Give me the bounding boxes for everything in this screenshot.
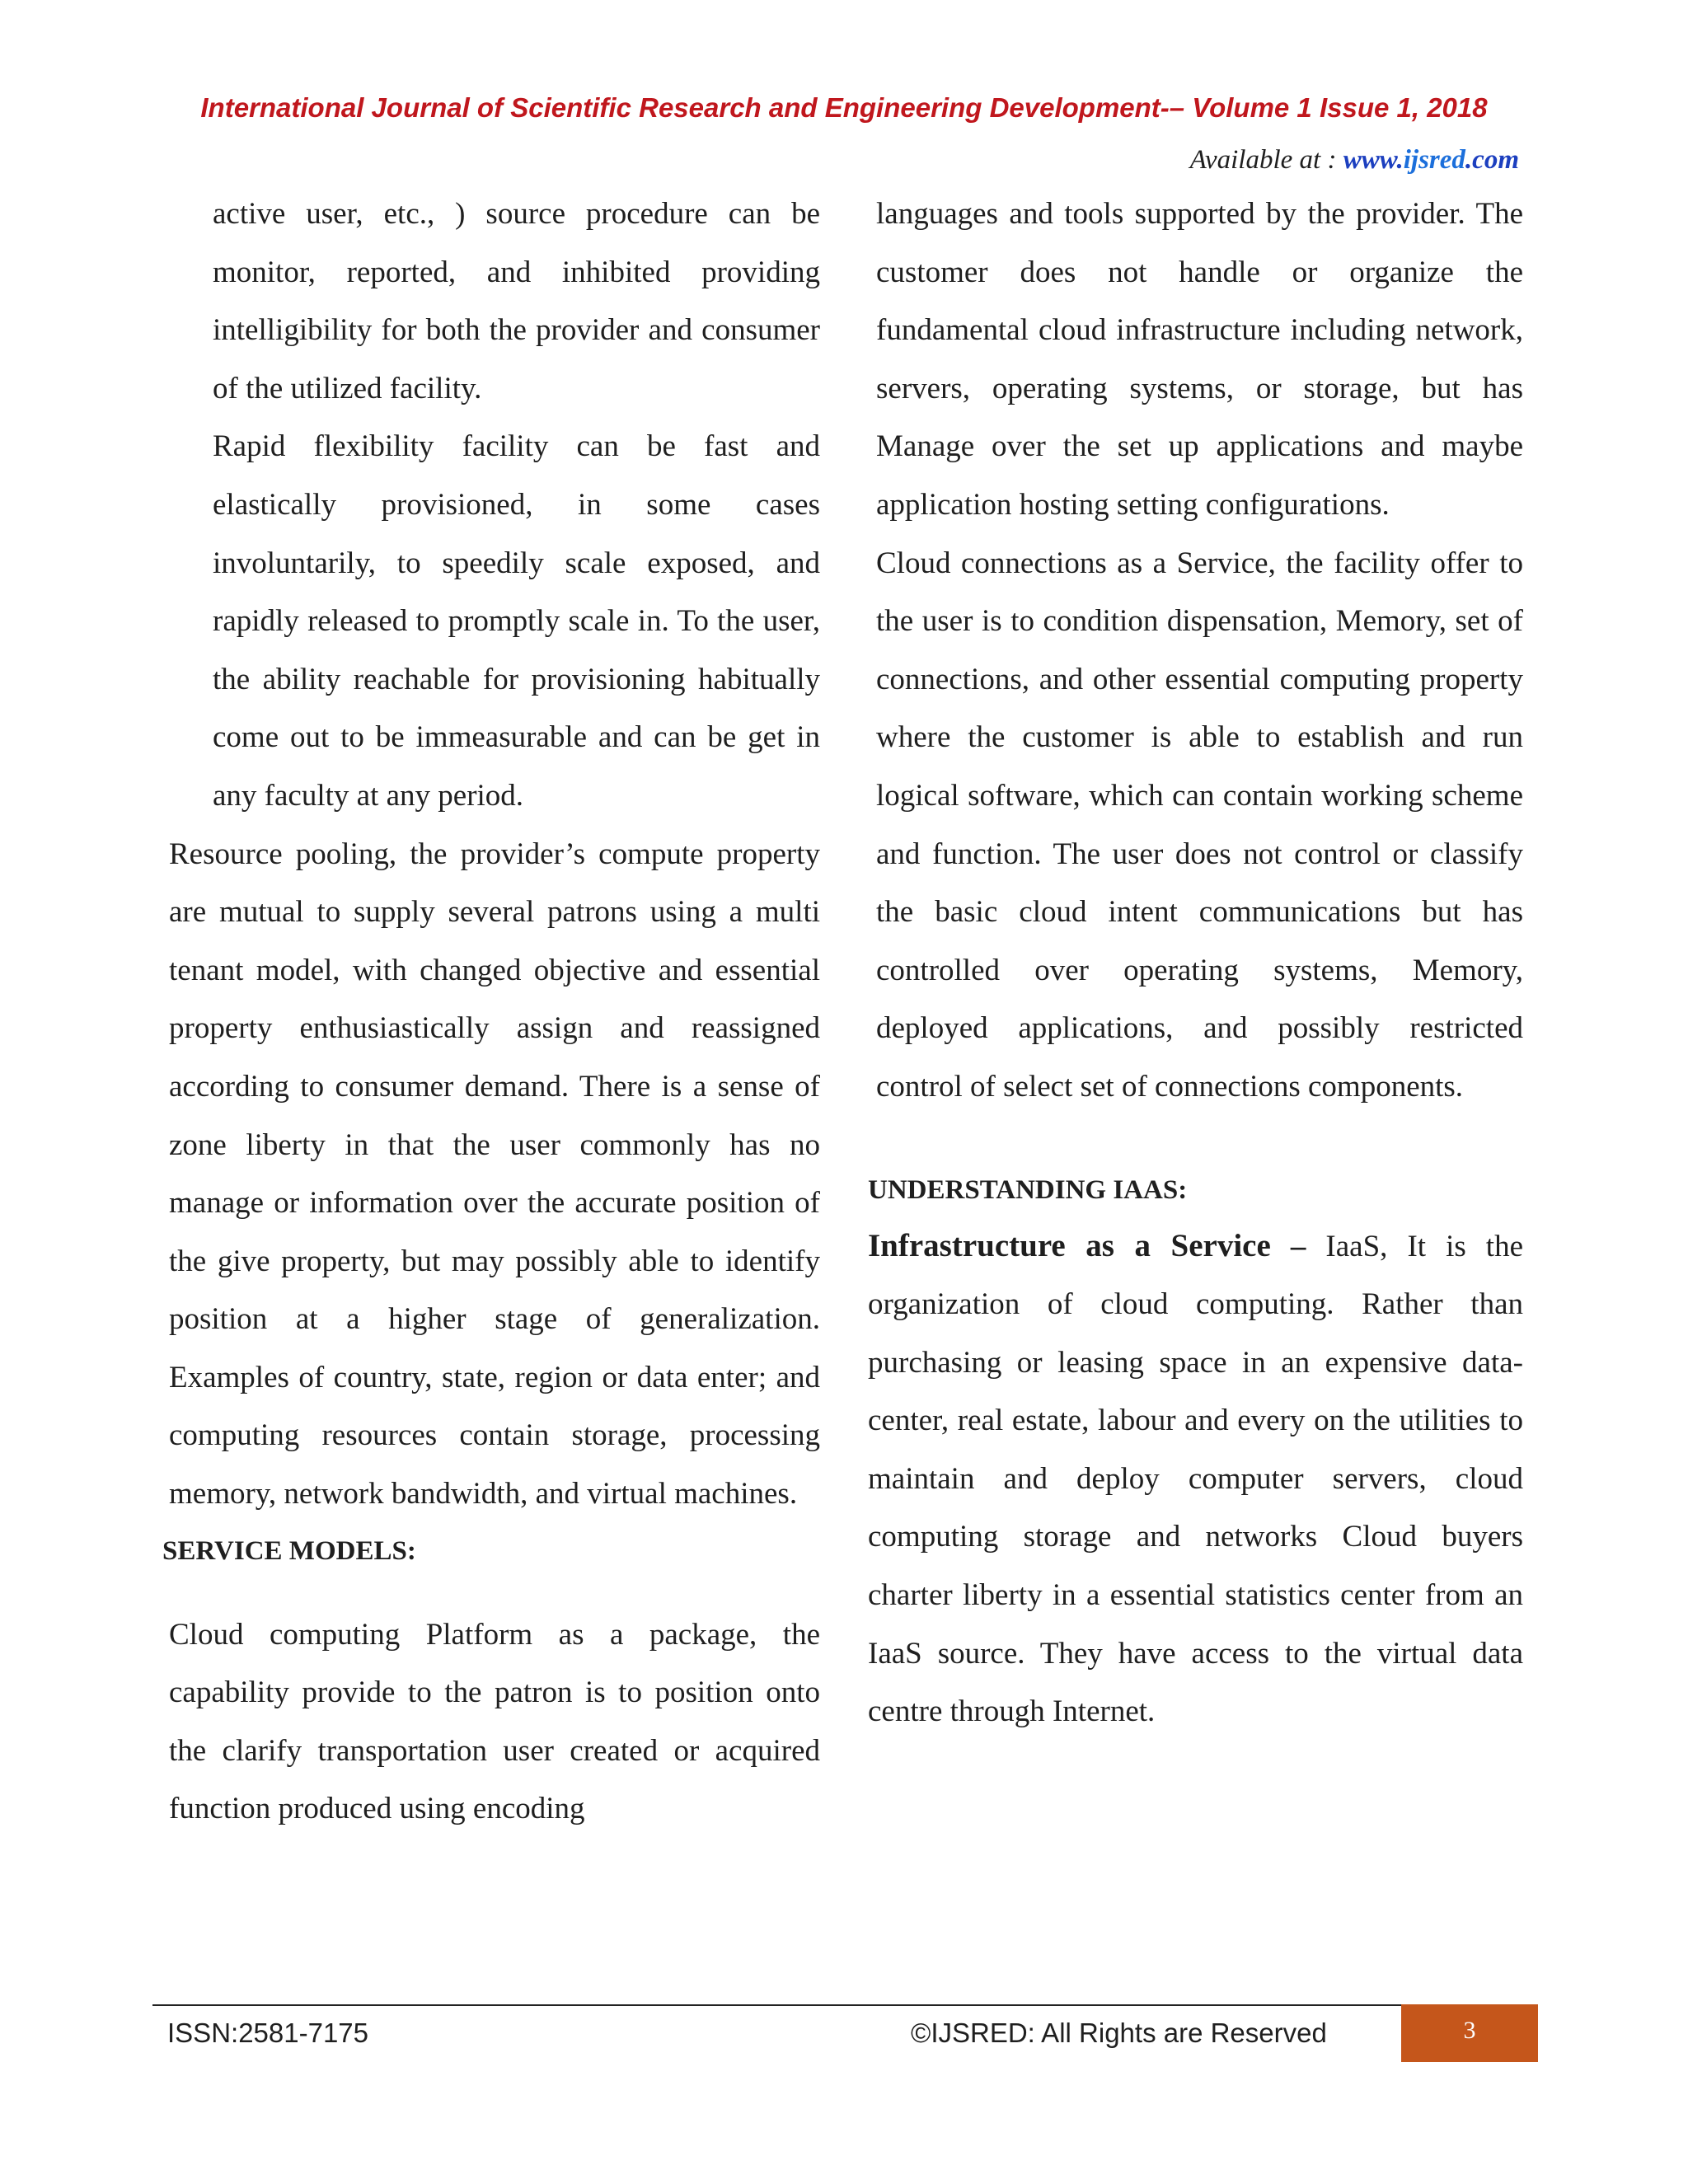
footer-copyright: ©IJSRED: All Rights are Reserved — [911, 2018, 1327, 2048]
left-paragraph-3: Resource pooling, the provider’s compute property are mutual to supply several patrons using a multi tenant model, with changed objective and essential property enthusiastically assign and reassigned according to consumer demand. There is a sense of zone liberty in that the user commonly has no manage or information over the accurate position of the give property, but may possibly able to identify position at a higher stage of generalization. Examples of country, state, region or data enter; and computing resources contain storage, processing memory, network bandwidth, and virtual machines. — [169, 837, 820, 1511]
footer-rule — [152, 2004, 1401, 2006]
right-paragraph-1: languages and tools supported by the provider. The customer does not handle or organize the fundamental cloud infrastructure including network, servers, operating systems, or storage, but has Manage over the set up applications and maybe application hosting setting configurations. — [876, 197, 1523, 522]
left-column — [162, 185, 820, 1839]
footer-issn: ISSN:2581-7175 — [167, 2018, 369, 2048]
availability-line — [1190, 145, 1519, 176]
left-paragraph-1: active user, etc., ) source procedure can be monitor, reported, and inhibited providing intelligibility for both the provider and consumer of the utilized facility. — [213, 197, 820, 405]
section-heading-understanding-iaas: UNDERSTANDING IAAS: — [868, 1174, 1188, 1205]
right-paragraph-2: Cloud connections as a Service, the facility offer to the user is to condition dispensation, Memory, set of connections, and other essential computing property where the customer is able to establish and run logical software, which can contain working scheme and function. The user does not control or classify the basic cloud intent communications but has controlled over operating systems, Memory, deployed applications, and possibly restricted control of select set of connections components. — [876, 546, 1523, 1104]
iaas-body: IaaS, It is the organization of cloud computing. Rather than purchasing or leasing space in an expensive data-center, real estate, labour and every on the utilities to maintain and deploy computer servers, cloud computing storage and networks Cloud buyers charter liberty in a essential statistics center from an IaaS source. They have access to the virtual data centre through Internet. — [868, 1229, 1524, 1729]
iaas-dash: – — [1270, 1229, 1326, 1263]
section-heading-service-models: SERVICE MODELS: — [162, 1535, 416, 1566]
right-paragraph-iaas — [868, 1217, 1523, 1741]
site-link-www[interactable]: www. — [1343, 145, 1404, 175]
available-label: Available at : — [1189, 145, 1343, 175]
site-link-tld[interactable]: .com — [1465, 145, 1519, 175]
left-paragraph-2: Rapid flexibility facility can be fast and elastically provisioned, in some cases involuntarily, to speedily scale exposed, and rapidly released to promptly scale in. To the user, the ability reachable for provisioning habitually come out to be immeasurable and can be get in any faculty at any period. — [213, 429, 820, 813]
right-column — [868, 185, 1523, 1741]
site-link-name[interactable]: ijsred — [1403, 145, 1465, 175]
page-number-badge — [1401, 2004, 1538, 2062]
page-number: 3 — [1463, 2017, 1476, 2044]
journal-title: International Journal of Scientific Research and Engineering Development-– Volume 1 Issue 1, 2018 — [200, 92, 1488, 123]
iaas-lead-term: Infrastructure as a Service — [868, 1227, 1271, 1263]
left-paragraph-4: Cloud computing Platform as a package, the capability provide to the patron is to position onto the clarify transportation user created or acquired function produced using encoding — [169, 1617, 820, 1826]
